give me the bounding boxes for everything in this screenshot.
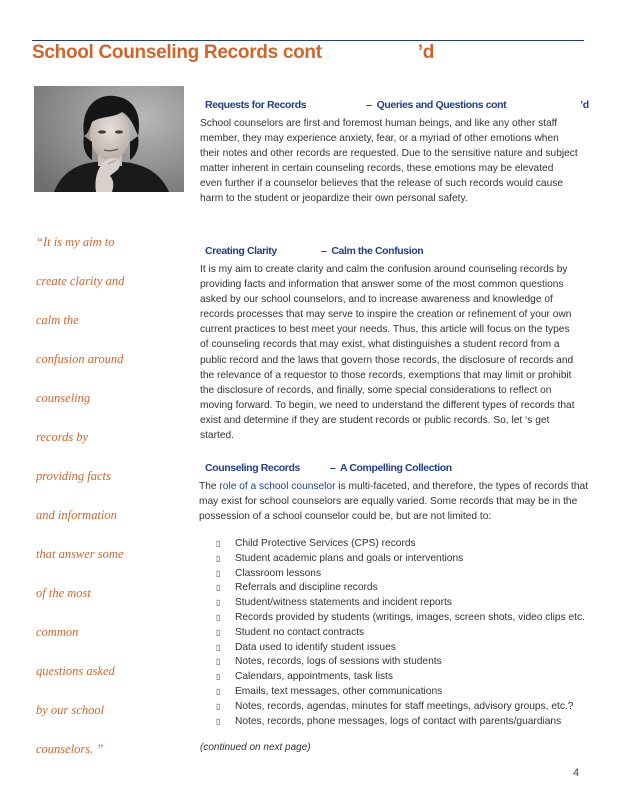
pull-quote-line: by our school [36,703,105,717]
bullet-icon: ▯ [216,657,221,667]
list-item [216,715,585,730]
section-heading-requests [200,87,589,111]
paragraph-requests: School counselors are first and foremost human beings, and like any other staff member, they may experience anxiety, fear, or a myriad of other emotions when their notes and other records are requested. Due to the sensitive nature and subject matter inherent in certain counseling records, these emotions may be elevated even further if a counselor believes that the release of such records would cause harm to the student or jeopardize their own personal safety. [200,118,578,205]
bullet-icon: ▯ [216,642,221,652]
pull-quote-line: create clarity and [36,274,125,288]
bullet-icon: ▯ [216,686,221,696]
woman-thinking-photo [34,86,184,192]
list-item-text: Data used to identify student issues [235,641,396,653]
pull-quote-line: providing facts [36,469,111,483]
header-rule [32,40,584,41]
paragraph-collection [199,479,591,524]
continued-note: (continued on next page) [200,742,311,753]
list-item-text: Notes, records, agendas, minutes for staff meetings, advisory groups, etc.? [235,700,574,712]
list-item [216,596,585,611]
pull-quote-line: counseling [36,391,91,405]
list-item-text: Student/witness statements and incident reports [235,597,452,609]
bullet-icon: ▯ [216,583,221,593]
photo-illustration [34,86,184,192]
intro-text-rest: is multi-faceted, and therefore, the types of records that may exist for school counselors are equally varied. Some records that may be in the possession of a school counselor could be, but are not limited to: [199,481,589,523]
bullet-icon: ▯ [216,701,221,711]
section-heading-left: Creating Clarity [205,245,277,257]
page-number: 4 [573,767,580,779]
bullet-icon: ▯ [216,672,221,682]
list-item [216,611,585,626]
pull-quote-line: that answer some [36,547,124,561]
page-title [32,42,434,64]
section-heading-left: Requests for Records [205,99,307,111]
list-item-text: Records provided by students (writings, images, screen shots, video clips etc. [235,611,585,623]
list-item [216,567,585,582]
pull-quote-line: questions asked [36,664,115,678]
list-item-text: Child Protective Services (CPS) records [235,538,416,549]
bullet-icon: ▯ [216,598,221,608]
list-item-text: Classroom lessons [235,567,322,579]
page-title-text: School Counseling Records cont [32,42,322,63]
pull-quote-line: and information [36,508,117,522]
pull-quote-line: common [36,625,79,639]
list-item [216,581,585,596]
bullet-icon: ▯ [216,716,221,726]
list-item [216,552,585,567]
section-heading-left: Counseling Records [205,462,300,474]
list-item-text: Notes, records, logs of sessions with students [235,656,442,668]
list-item [216,537,585,552]
list-item [216,626,585,641]
bullet-icon: ▯ [216,568,221,578]
list-item [216,641,585,656]
pull-quote-line: records by [36,430,89,444]
section-heading-right: – A Compelling Collection [329,462,452,474]
role-of-school-counselor-link[interactable]: role of a school counselor [219,481,336,492]
pull-quote-line: of the most [36,586,91,600]
list-item [216,655,585,670]
section-heading-clarity [200,233,423,257]
records-list [216,537,585,729]
section-heading-right: – Queries and Questions cont [366,99,507,111]
list-item [216,670,585,685]
bullet-icon: ▯ [216,612,221,622]
section-body-clarity [200,262,578,443]
list-item-text: Referrals and discipline records [235,582,378,594]
pull-quote-line: calm the [36,313,79,327]
section-heading-collection [200,450,452,474]
bullet-icon: ▯ [216,539,221,548]
list-item [216,685,585,700]
list-item-text: Student academic plans and goals or interventions [235,552,464,564]
bullet-icon: ▯ [216,553,221,563]
pull-quote-line: confusion around [36,352,124,366]
section-body-requests [200,116,578,207]
list-item-text: Notes, records, phone messages, logs of contact with parents/guardians [235,715,562,727]
page-title-suffix: ’d [417,42,435,63]
list-item-text: Student no contact contracts [235,626,365,638]
intro-text: The [199,481,220,492]
pull-quote-line: counselors. ” [36,742,104,756]
list-item-text: Emails, text messages, other communications [235,685,443,697]
section-heading-right: – Calm the Confusion [320,245,424,257]
pull-quote [36,232,146,778]
section-body-collection [199,479,591,524]
paragraph-clarity: It is my aim to create clarity and calm the confusion around counseling records by providing facts and information that answer some of the most common questions asked by our school counselors, and to increase awareness and knowledge of records processes that may serve to inspire the creation or refinement of your own current practices to best meet your needs. Thus, this article will focus on the types of counseling records that may exist, what distinguishes a student record from a public record and the laws that govern those records, the disclosure of records and the relevance of a requestor to those records, exemptions that may limit or prohibit the disclosure of records, and finally, some special considerations to reflect on moving forward. To begin, we need to understand the different types of records that exist and determine if they are student records or public records. So, let ‘s get started. [200,264,575,442]
pull-quote-line: “It is my aim to [36,235,115,249]
section-heading-suffix: ’d [580,99,589,111]
list-item-text: Calendars, appointments, task lists [235,671,393,683]
list-item [216,700,585,715]
bullet-icon: ▯ [216,627,221,637]
